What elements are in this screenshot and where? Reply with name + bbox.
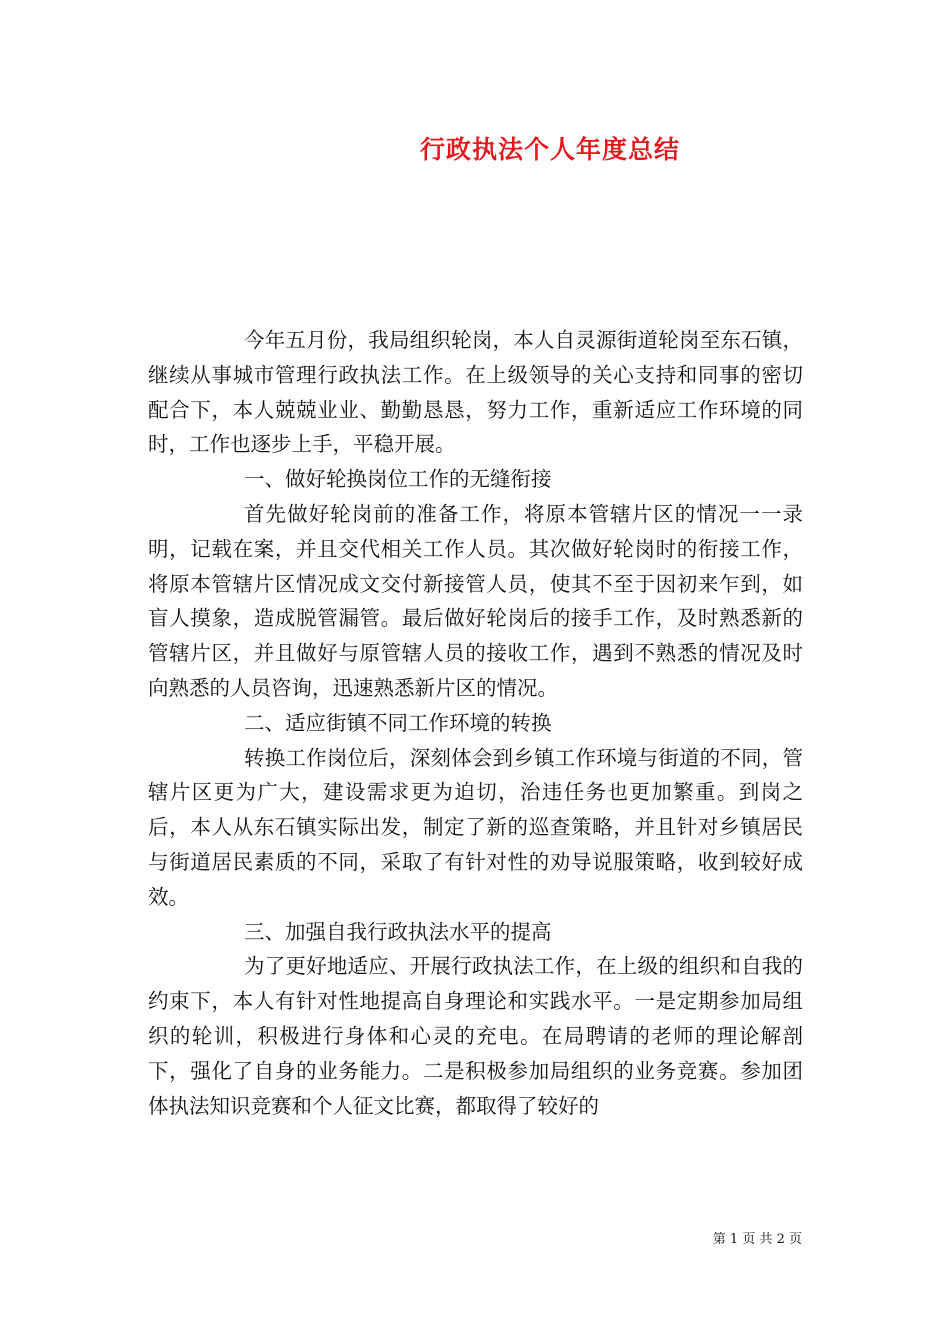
section-heading-2: 二、适应街镇不同工作环境的转换 [244, 710, 552, 735]
paragraph-section-1: 首先做好轮岗前的准备工作，将原本管辖片区的情况一一录明，记载在案，并且交代相关工作人员。其次做好轮岗时的衔接工作，将原本管辖片区情况成文交付新接管人员，使其不至于因初来乍到，如盲人摸象，造成脱管漏管。最后做好轮岗后的接手工作，及时熟悉新的管辖片区，并且做好与原管辖人员的接收工作，遇到不熟悉的情况及时向熟悉的人员咨询，迅速熟悉新片区的情况。 [148, 501, 803, 700]
document-title: 行政执法个人年度总结 [419, 135, 680, 164]
page-footer: 第 1 页 共 2 页 [712, 1232, 802, 1247]
document-body [148, 323, 803, 1123]
section-heading-1: 一、做好轮换岗位工作的无缝衔接 [244, 467, 552, 492]
paragraph-intro: 今年五月份，我局组织轮岗，本人自灵源街道轮岗至东石镇，继续从事城市管理行政执法工作。在上级领导的关心支持和同事的密切配合下，本人兢兢业业、勤勤恳恳，努力工作，重新适应工作环境的同时，工作也逐步上手，平稳开展。 [148, 328, 803, 457]
paragraph-section-3: 为了更好地适应、开展行政执法工作，在上级的组织和自我的约束下，本人有针对性地提高自身理论和实践水平。一是定期参加局组织的轮训，积极进行身体和心灵的充电。在局聘请的老师的理论解剖下，强化了自身的业务能力。二是积极参加局组织的业务竞赛。参加团体执法知识竞赛和个人征文比赛，都取得了较好的 [148, 954, 803, 1118]
section-heading-3: 三、加强自我行政执法水平的提高 [244, 919, 552, 944]
paragraph-section-2: 转换工作岗位后，深刻体会到乡镇工作环境与街道的不同，管辖片区更为广大，建设需求更为迫切，治违任务也更加繁重。到岗之后，本人从东石镇实际出发，制定了新的巡查策略，并且针对乡镇居民与街道居民素质的不同，采取了有针对性的劝导说服策略，收到较好成效。 [148, 745, 803, 909]
